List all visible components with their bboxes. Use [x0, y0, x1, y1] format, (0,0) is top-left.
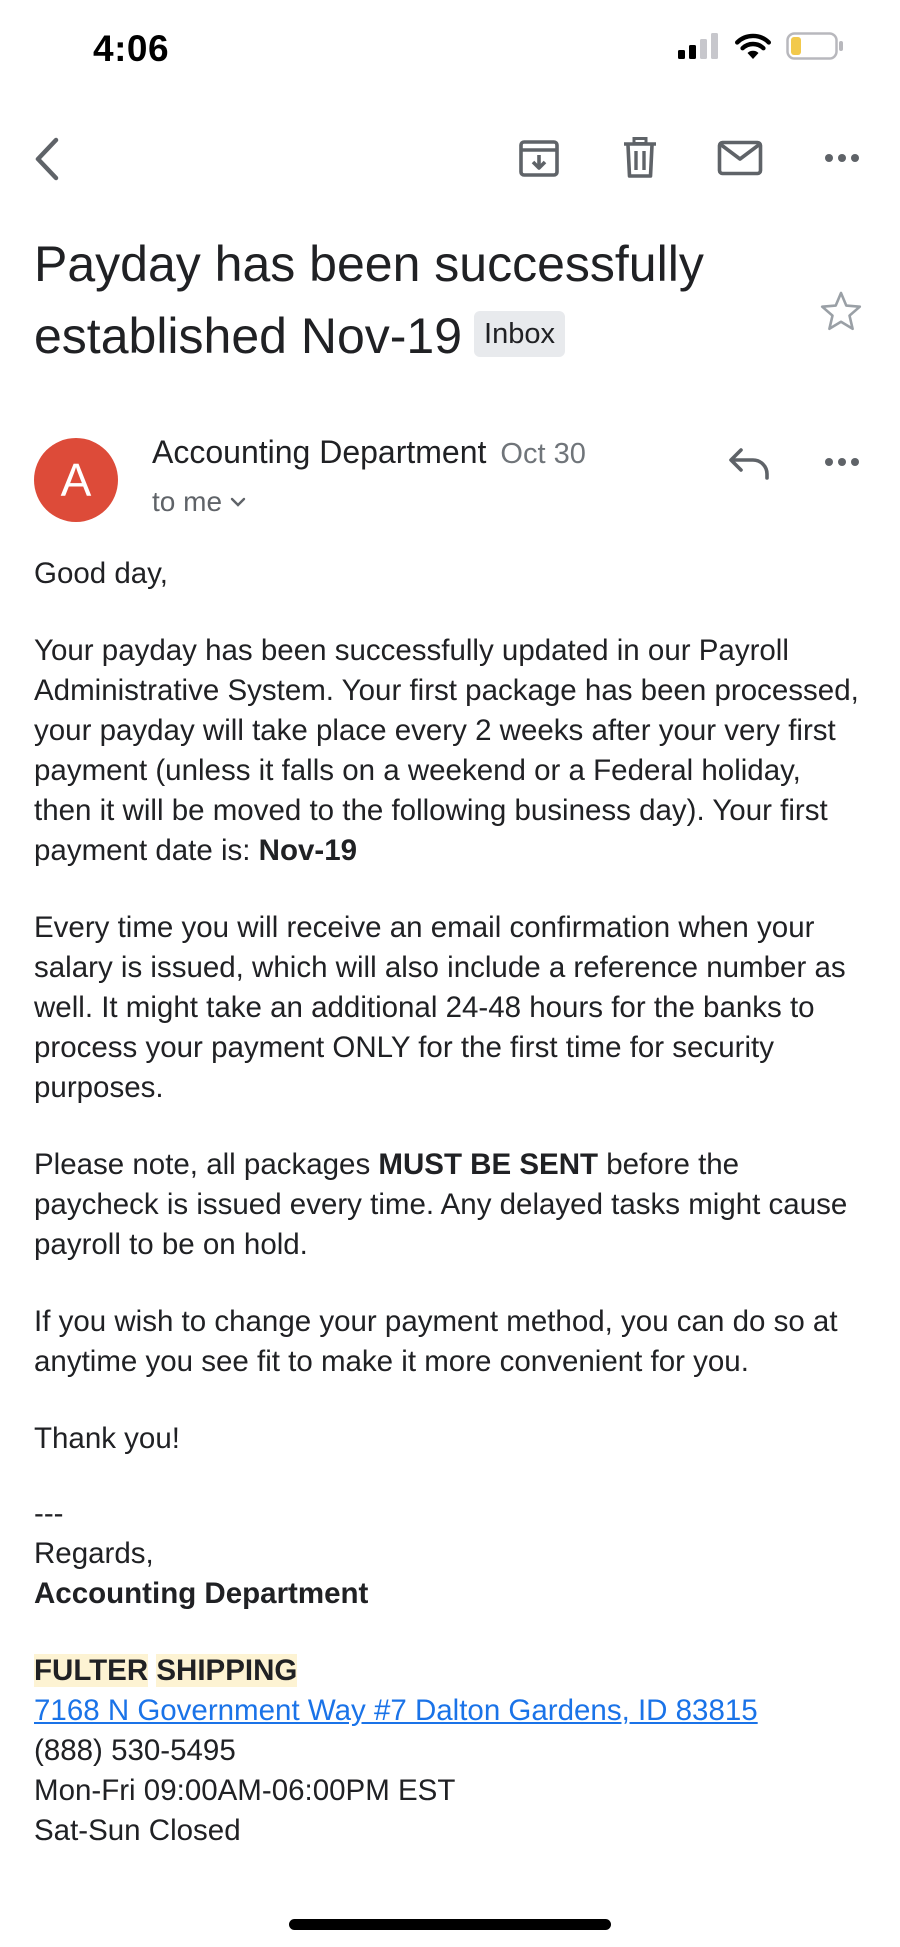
back-button[interactable] [22, 134, 72, 184]
body-paragraph-3-bold: MUST BE SENT [378, 1148, 599, 1181]
email-body [34, 554, 864, 1851]
company-name-word-1: FULTER [34, 1654, 149, 1687]
subject-line-1: Payday has been successfully [34, 236, 704, 292]
body-paragraph-3-end: before the paycheck is issued every time. Any delayed tasks might cause payroll to be on hold. [34, 1148, 848, 1261]
email-subject [34, 228, 814, 372]
body-paragraph-4: If you wish to change your payment method, you can do so at anytime you see fit to make it more convenient for you. [34, 1305, 838, 1378]
battery-icon [786, 32, 844, 60]
archive-icon [518, 137, 560, 179]
signature-block [34, 1494, 864, 1851]
email-date: Oct 30 [500, 438, 586, 470]
signature-regards: Regards, [34, 1537, 154, 1570]
cellular-signal-icon [678, 33, 720, 59]
company-phone: (888) 530-5495 [34, 1734, 236, 1767]
hours-weekday: Mon-Fri 09:00AM-06:00PM EST [34, 1774, 456, 1807]
sender-name[interactable]: Accounting Department [152, 434, 487, 470]
signature-department: Accounting Department [34, 1577, 369, 1610]
company-name [34, 1651, 864, 1691]
sender-row [152, 434, 586, 471]
body-paragraph-3-start: Please note, all packages [34, 1148, 379, 1181]
inbox-label-chip[interactable]: Inbox [474, 311, 565, 357]
status-time: 4:06 [93, 28, 170, 69]
recipient-details-toggle[interactable] [152, 486, 246, 518]
star-button[interactable] [816, 286, 866, 336]
delete-button[interactable] [616, 134, 664, 182]
address-text[interactable]: 7168 N Government Way #7 Dalton Gardens, ID 83815 [34, 1694, 758, 1727]
reply-button[interactable] [722, 438, 776, 488]
body-paragraph-1-text: Your payday has been successfully updated in our Payroll Administrative System. Your first package has been processed, your payday will take place every 2 weeks after your very first payment (unless it falls on a weekend or a Federal holiday, then it will be moved to the following business day). Your first payment date is: [34, 634, 859, 867]
recipient-label: to me [152, 486, 223, 517]
home-indicator[interactable] [289, 1919, 611, 1930]
trash-icon [622, 137, 658, 179]
chevron-down-icon [230, 497, 246, 507]
wifi-icon [734, 32, 772, 60]
status-icons [678, 32, 844, 60]
more-horizontal-icon [824, 153, 860, 163]
subject-line-2 [34, 300, 814, 372]
hours-weekend: Sat-Sun Closed [34, 1814, 241, 1847]
message-more-button[interactable] [818, 438, 866, 486]
company-name-word-2: SHIPPING [156, 1654, 298, 1687]
mark-unread-button[interactable] [714, 134, 766, 182]
reply-icon [727, 446, 771, 480]
body-paragraph-2: Every time you will receive an email confirmation when your salary is issued, which will also include a reference number as well. It might take an additional 24-48 hours for the banks to process your payment ONLY for the first time for security purposes. [34, 911, 846, 1104]
body-paragraph-1 [34, 631, 864, 871]
greeting: Good day, [34, 557, 168, 590]
thanks-line: Thank you! [34, 1422, 180, 1455]
back-arrow-icon [30, 136, 64, 182]
star-icon [819, 290, 863, 332]
signature-separator: --- [34, 1497, 64, 1530]
more-horizontal-icon [824, 457, 860, 467]
payment-date: Nov-19 [258, 834, 358, 867]
body-paragraph-3 [34, 1145, 864, 1265]
subject-line-2-text: established Nov-19 [34, 308, 463, 364]
company-address-link[interactable] [34, 1691, 864, 1731]
more-options-button[interactable] [818, 134, 866, 182]
archive-button[interactable] [515, 134, 563, 182]
sender-avatar[interactable]: A [34, 438, 118, 522]
mail-icon [717, 140, 763, 176]
